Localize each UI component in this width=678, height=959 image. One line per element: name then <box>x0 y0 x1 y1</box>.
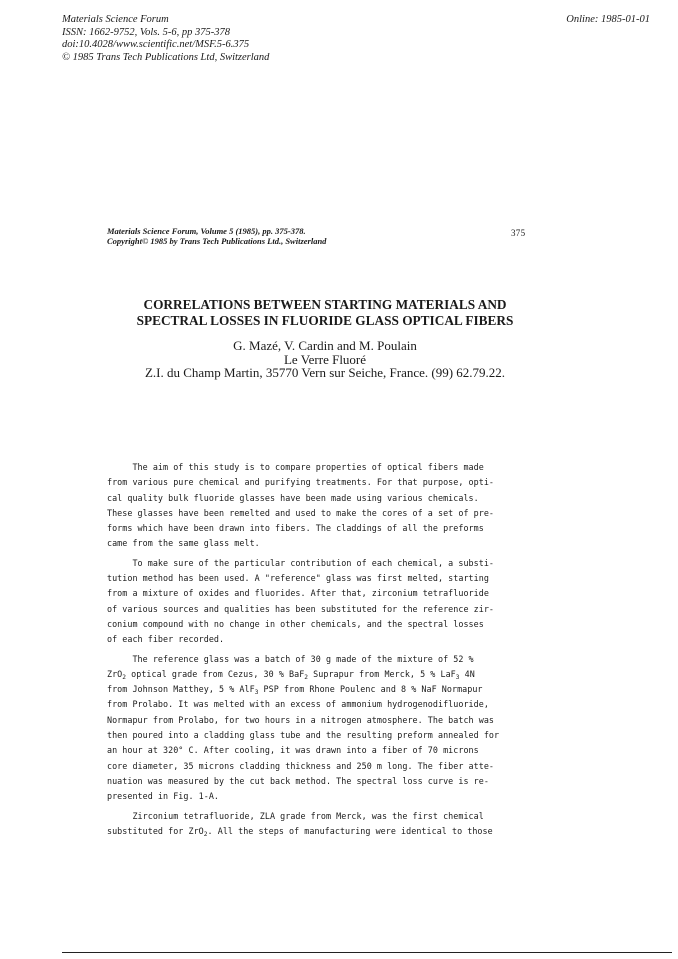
text-line: The reference glass was a batch of 30 g made of the mixture of 52 % <box>107 653 474 664</box>
paragraph-2 <box>107 556 539 648</box>
journal-volume-line: Materials Science Forum, Volume 5 (1985), pp. 375-378. <box>107 226 306 236</box>
body-text <box>107 460 539 839</box>
text-line: ZrO$_2$ optical grade from Cezus, 30 % BaF$_2$ Suprapur from Merck, 5 % LaF$_3$ 4N <box>107 668 475 681</box>
text-line: presented in Fig. 1-A. <box>107 791 220 802</box>
author-affiliation: Le Verre Fluoré <box>283 351 367 367</box>
paper-title <box>0 297 650 329</box>
text-line: core diameter, 35 microns cladding thickness and 250 m long. The fiber atte- <box>107 760 495 771</box>
text-line: from Prolabo. It was melted with an excess of ammonium hydrogenodifluoride, <box>107 699 489 710</box>
title-line-1: CORRELATIONS BETWEEN STARTING MATERIALS AND <box>143 297 507 312</box>
text-line: nuation was measured by the cut back method. The spectral loss curve is re- <box>107 775 489 786</box>
text-line: an hour at 320° C. After cooling, it was drawn into a fiber of 70 microns <box>107 745 479 756</box>
title-line-2: SPECTRAL LOSSES IN FLUORIDE GLASS OPTICAL FIBERS <box>136 313 514 328</box>
metadata-copyright: © 1985 Trans Tech Publications Ltd, Switzerland <box>62 51 270 63</box>
author-names: G. Mazé, V. Cardin and M. Poulain <box>233 338 417 353</box>
text-line: tution method has been used. A "reference" glass was first melted, starting <box>107 573 489 584</box>
text-line: of various sources and qualities has been substituted for the reference zir- <box>107 603 495 614</box>
text-line: These glasses have been remelted and used to make the cores of a set of pre- <box>107 507 495 518</box>
footer-rule <box>62 952 672 953</box>
text-line: Normapur from Prolabo, for two hours in a nitrogen atmosphere. The batch was <box>107 714 495 725</box>
journal-citation <box>107 226 326 246</box>
text-line: from Johnson Matthey, 5 % AlF$_3$ PSP from Rhone Poulenc and 8 % NaF Normapur <box>107 684 483 697</box>
text-line: The aim of this study is to compare properties of optical fibers made <box>107 462 484 472</box>
author-address: Z.I. du Champ Martin, 35770 Vern sur Seiche, France. (99) 62.79.22. <box>144 365 506 380</box>
text-line: from a mixture of oxides and fluorides. After that, zirconium tetrafluoride <box>107 588 489 599</box>
paragraph-1 <box>107 460 539 552</box>
paragraph-4 <box>107 809 539 840</box>
text-line: from various pure chemical and purifying treatments. For that purpose, opti- <box>107 477 495 488</box>
page-number: 375 <box>511 228 526 238</box>
metadata-doi: doi:10.4028/www.scientific.net/MSF.5-6.375 <box>62 39 250 50</box>
text-line: substituted for ZrO$_2$. All the steps of manufacturing were identical to those <box>107 825 493 838</box>
text-line: Zirconium tetrafluoride, ZLA grade from Merck, was the first chemical <box>107 810 484 821</box>
paragraph-3 <box>107 652 539 805</box>
online-date: Online: 1985-01-01 <box>566 14 650 25</box>
metadata-journal: Materials Science Forum <box>62 14 169 25</box>
text-line: conium compound with no change in other chemicals, and the spectral losses <box>107 618 484 629</box>
journal-copyright-line: Copyright© 1985 by Trans Tech Publications Ltd., Switzerland <box>107 236 327 246</box>
text-line: forms which have been drawn into fibers. The claddings of all the preforms <box>107 523 484 534</box>
text-line: To make sure of the particular contribution of each chemical, a substi- <box>107 557 495 568</box>
metadata-issn: ISSN: 1662-9752, Vols. 5-6, pp 375-378 <box>62 26 230 38</box>
text-line: of each fiber recorded. <box>107 634 225 645</box>
text-line: then poured into a cladding glass tube and the resulting preform annealed for <box>107 730 500 741</box>
text-line: came from the same glass melt. <box>107 538 260 549</box>
author-block <box>0 339 650 380</box>
article-metadata <box>62 14 269 64</box>
text-line: cal quality bulk fluoride glasses have been made using various chemicals. <box>107 492 479 503</box>
